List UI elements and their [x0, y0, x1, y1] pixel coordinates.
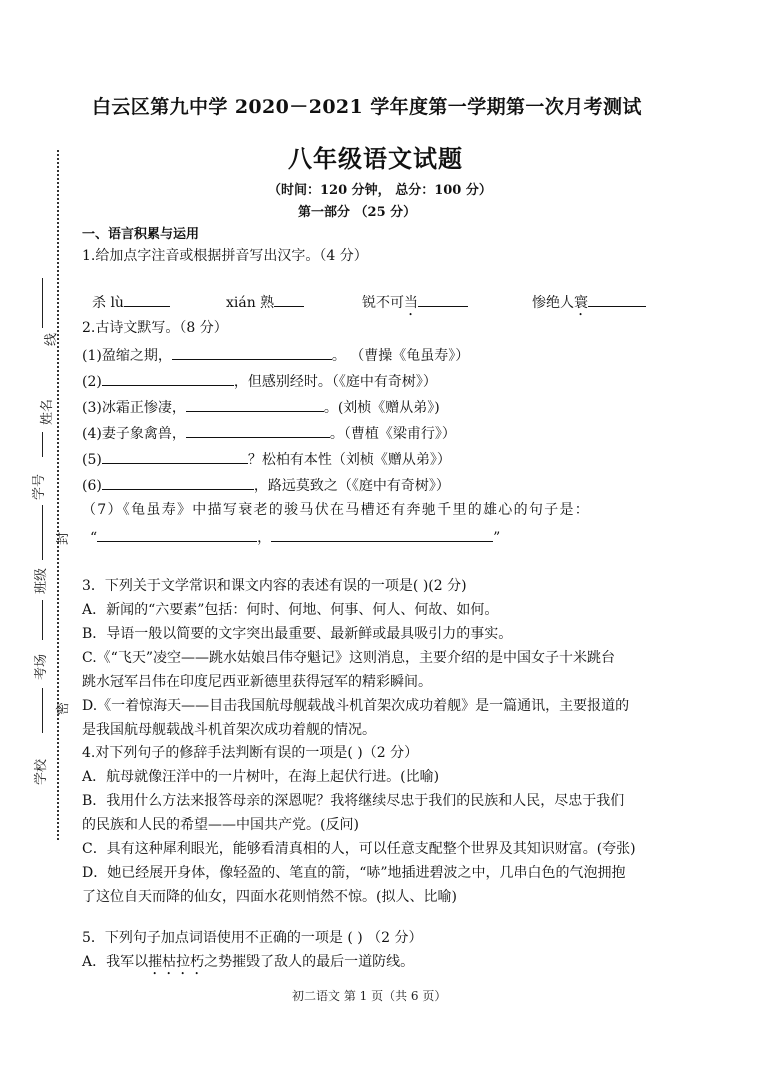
name-blank-line: [42, 278, 43, 328]
label-name: 姓名: [40, 398, 55, 425]
pinyin-item-1: [92, 291, 170, 313]
poem-line-3: [82, 396, 440, 418]
poem-text: (6): [82, 478, 102, 494]
option-d-cont: 了这位自天而降的仙女，四面水花则悄然不惊。(拟人、比喻): [82, 889, 457, 905]
poem-line-5: [82, 448, 451, 470]
poem-line-1: [82, 344, 469, 366]
option-b-cont: 的民族和人民的希望——中国共产党。(反问): [82, 817, 359, 833]
school-exam-title: 白云区第九中学 2020－2021 学年度第一学期第一次月考测试: [92, 96, 642, 118]
id-blank-line: [42, 432, 43, 457]
answer-blank[interactable]: [271, 526, 493, 542]
question-2-stem: 2.古诗文默写。（8 分）: [82, 320, 228, 336]
option-d: D．她已经展开身体，像轻盈的、笔直的箭，“哧”地插进碧波之中，几串白色的气泡拥抱: [82, 865, 626, 881]
question-1-stem: 1.给加点字注音或根据拼音写出汉字。（4 分）: [82, 248, 368, 264]
option-d-cont: 是我国航母舰载战斗机首架次成功着舰的情况。: [82, 722, 376, 738]
exam-time-score: （时间：120 分钟， 总分：100 分）: [268, 183, 492, 198]
seal-mark-feng: 封: [56, 531, 71, 545]
question-3-stem: 3．下列关于文学常识和课文内容的表述有误的一项是( )(2 分): [82, 578, 467, 594]
option-a: A．航母就像汪洋中的一片树叶，在海上起伏行进。(比喻): [82, 769, 440, 785]
page-footer: 初二语文 第 1 页（共 6 页）: [292, 989, 447, 1003]
dotted-char: 寰: [574, 295, 588, 311]
answer-blank[interactable]: [274, 291, 304, 307]
label-student-id: 学号: [32, 473, 47, 500]
question-4-stem: 4.对下列句子的修辞手法判断有误的一项是( )（2 分）: [82, 745, 419, 761]
school-blank-line: [42, 688, 43, 733]
seal-dotted-line: [57, 150, 59, 840]
option-text: A．我军以: [82, 954, 149, 970]
class-blank-line: [42, 505, 43, 560]
answer-blank[interactable]: [172, 344, 332, 360]
poem-source: ？松柏有本性（刘桢《赠从弟》）: [247, 452, 451, 468]
dotted-phrase: 摧枯拉朽: [148, 954, 205, 970]
answer-blank[interactable]: [97, 526, 257, 542]
label-exam-room: 考场: [34, 653, 49, 680]
answer-blank[interactable]: [102, 474, 254, 490]
question-5-stem: 5．下列句子加点词语使用不正确的一项是 ( ) （2 分）: [82, 930, 423, 946]
poem-source: ，但感别经时。（《庭中有奇树》）: [233, 374, 437, 390]
pinyin-prompt: xián 熟: [226, 295, 275, 311]
poem-source: 。(刘桢《赠从弟》): [323, 400, 440, 416]
option-a: [82, 952, 414, 978]
word-prompt: 惨绝人: [532, 295, 574, 311]
option-d: D.《一着惊海天——目击我国航母舰载战斗机首架次成功着舰》是一篇通讯，主要报道的: [82, 698, 630, 714]
option-text: 之势摧毁了敌人的最后一道防线。: [204, 954, 415, 970]
option-c-cont: 跳水冠军吕伟在印度尼西亚新德里获得冠军的精彩瞬间。: [82, 674, 432, 690]
comma: ，: [257, 530, 272, 546]
seal-mark-mi: 密: [56, 701, 71, 715]
poem-line-7-answer: [90, 526, 500, 548]
poem-source: 。（曹植《梁甫行》）: [329, 426, 456, 442]
answer-blank[interactable]: [186, 396, 324, 412]
open-quote: “: [90, 530, 98, 546]
label-school: 学校: [34, 758, 49, 785]
label-class: 班级: [34, 567, 49, 594]
answer-blank[interactable]: [418, 291, 468, 307]
pinyin-item-2: [226, 291, 304, 313]
pinyin-prompt: 杀 lù: [92, 295, 124, 311]
option-b: B．我用什么方法来报答母亲的深恩呢？我将继续尽忠于我们的民族和人民，尽忠于我们: [82, 793, 625, 809]
poem-text: (1)盈缩之期，: [82, 348, 172, 364]
seal-mark-xian: 线: [44, 332, 59, 346]
poem-line-7: （7）《龟虽寿》中描写衰老的骏马伏在马槽还有奔驰千里的雄心的句子是：: [82, 502, 591, 518]
answer-blank[interactable]: [124, 291, 170, 307]
poem-text: (3)冰霜正惨凄，: [82, 400, 186, 416]
option-a: A．新闻的“六要素”包括：何时、何地、何事、何人、何故、如何。: [82, 602, 499, 618]
answer-blank[interactable]: [588, 291, 646, 307]
poem-text: (5): [82, 452, 102, 468]
word-prompt: 锐不可: [362, 295, 404, 311]
poem-text: (4)妻子象禽兽，: [82, 426, 186, 442]
poem-source: 。 （曹操《龟虽寿》）: [331, 348, 470, 364]
section-heading: 一、语言积累与运用: [82, 227, 200, 242]
option-b: B．导语一般以简要的文字突出最重要、最新鲜或最具吸引力的事实。: [82, 626, 513, 642]
answer-blank[interactable]: [186, 422, 330, 438]
part-heading: 第一部分 （25 分）: [298, 205, 417, 220]
pinyin-item-4: [532, 291, 646, 319]
option-c: C．具有这种犀利眼光，能够看清真相的人，可以任意支配整个世界及其知识财富。(夸张): [82, 841, 636, 857]
exam-room-blank-line: [42, 600, 43, 640]
poem-line-4: [82, 422, 456, 444]
option-c: C.《“飞天”凌空——跳水姑娘吕伟夺魁记》这则消息，主要介绍的是中国女子十米跳台: [82, 650, 615, 666]
poem-source: ，路远莫致之（《庭中有奇树》）: [253, 478, 450, 494]
poem-text: (2): [82, 374, 102, 390]
answer-blank[interactable]: [102, 448, 248, 464]
poem-line-2: [82, 370, 437, 392]
pinyin-item-3: [362, 291, 468, 319]
poem-line-6: [82, 474, 450, 496]
page-title: 八年级语文试题: [288, 144, 463, 173]
dotted-char: 当: [404, 295, 418, 311]
close-quote: ”: [493, 530, 501, 546]
answer-blank[interactable]: [102, 370, 234, 386]
